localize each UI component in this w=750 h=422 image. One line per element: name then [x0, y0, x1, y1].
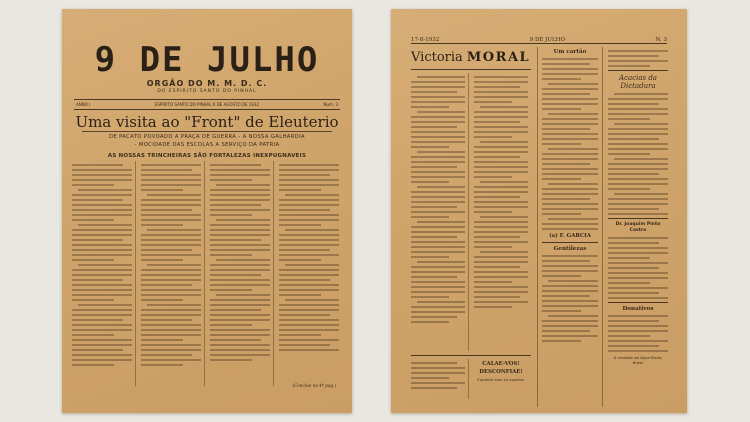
- victoria-moral-headline: [411, 50, 531, 66]
- inner-column-2: [474, 73, 531, 351]
- article-column-4: [279, 161, 342, 386]
- bottom-col-1: [411, 359, 469, 399]
- victoria-moral-columns: [411, 73, 531, 351]
- article-subhead: DE PACATO POVOADO A PRAÇA DE GUERRA - A NOSSA GALHARDIA: [108, 134, 306, 140]
- inner-column-4: [605, 47, 671, 407]
- masthead-location: DO ESPIRITO SANTO DO PINHAL: [157, 89, 257, 94]
- inner-column-1: [411, 73, 469, 351]
- inner-page-header: [411, 34, 667, 44]
- espioes-caption: Cautelar com os espiões.: [477, 377, 525, 382]
- article-column-3: [210, 161, 274, 386]
- article-subhead-3: AS NOSSAS TRINCHEIRAS SÃO FORTALEZAS INEXPUGNAVEIS: [107, 153, 307, 159]
- article-body-columns: [72, 161, 342, 386]
- issue-info-bar: [74, 99, 340, 110]
- bottom-strip: [411, 359, 531, 399]
- headline-victoria: Victoria: [411, 50, 463, 65]
- article-column-1: [72, 161, 136, 386]
- article-headline: Uma visita ao "Front" de Eleuterio: [75, 113, 339, 131]
- masthead-subtitle: ORGÃO DO M. M. D. C.: [146, 79, 268, 88]
- acacias-title: Acacias da Dictadura: [619, 74, 657, 90]
- headline-moral: MORAL: [466, 50, 531, 65]
- issue-number: Num. 3: [323, 102, 338, 107]
- front-page: [62, 9, 352, 413]
- donativos-title: Donativos: [622, 306, 654, 312]
- headline-divider: [411, 69, 531, 70]
- inner-page-date: 17-8-1932: [411, 37, 440, 43]
- headline-divider: [82, 131, 332, 132]
- issue-year: ANNO I: [76, 102, 91, 107]
- article-subhead-2: - MOCIDADE DAS ESCOLAS A SERVIÇO DA PATRIA: [134, 142, 280, 148]
- article-column-2: [141, 161, 205, 386]
- inner-page-title: 9 DE JULHO: [529, 37, 565, 43]
- um-cartao-title: Um cartão: [553, 49, 587, 55]
- doctor-ad-name: Dr. Joaquim Pinto Castro: [615, 222, 661, 233]
- inner-footer-caption: A verdade da Agua Bruta, Brasil: [613, 355, 663, 365]
- bottom-divider: [411, 355, 531, 356]
- issue-dateline: ESPIRITO SANTO DO PINHAL 6 DE AGOSTO DE 1932: [154, 102, 259, 107]
- continued-note: (Conclue na 4ª pag.): [292, 383, 336, 388]
- inner-page-number: N. 3: [655, 37, 667, 43]
- garcia-signature: (a) F. GARCIA: [549, 233, 591, 239]
- gentilezas-title: Gentilezas: [553, 246, 587, 252]
- desconfiae-ad: DESCONFIAE!: [479, 369, 523, 375]
- inner-column-3: [537, 47, 603, 407]
- bottom-col-2: [474, 359, 531, 399]
- newspaper-masthead: 9 DE JULHO: [94, 40, 320, 80]
- calae-vos-ad: CALAE-VOS!: [482, 361, 520, 367]
- inner-page: [391, 9, 687, 413]
